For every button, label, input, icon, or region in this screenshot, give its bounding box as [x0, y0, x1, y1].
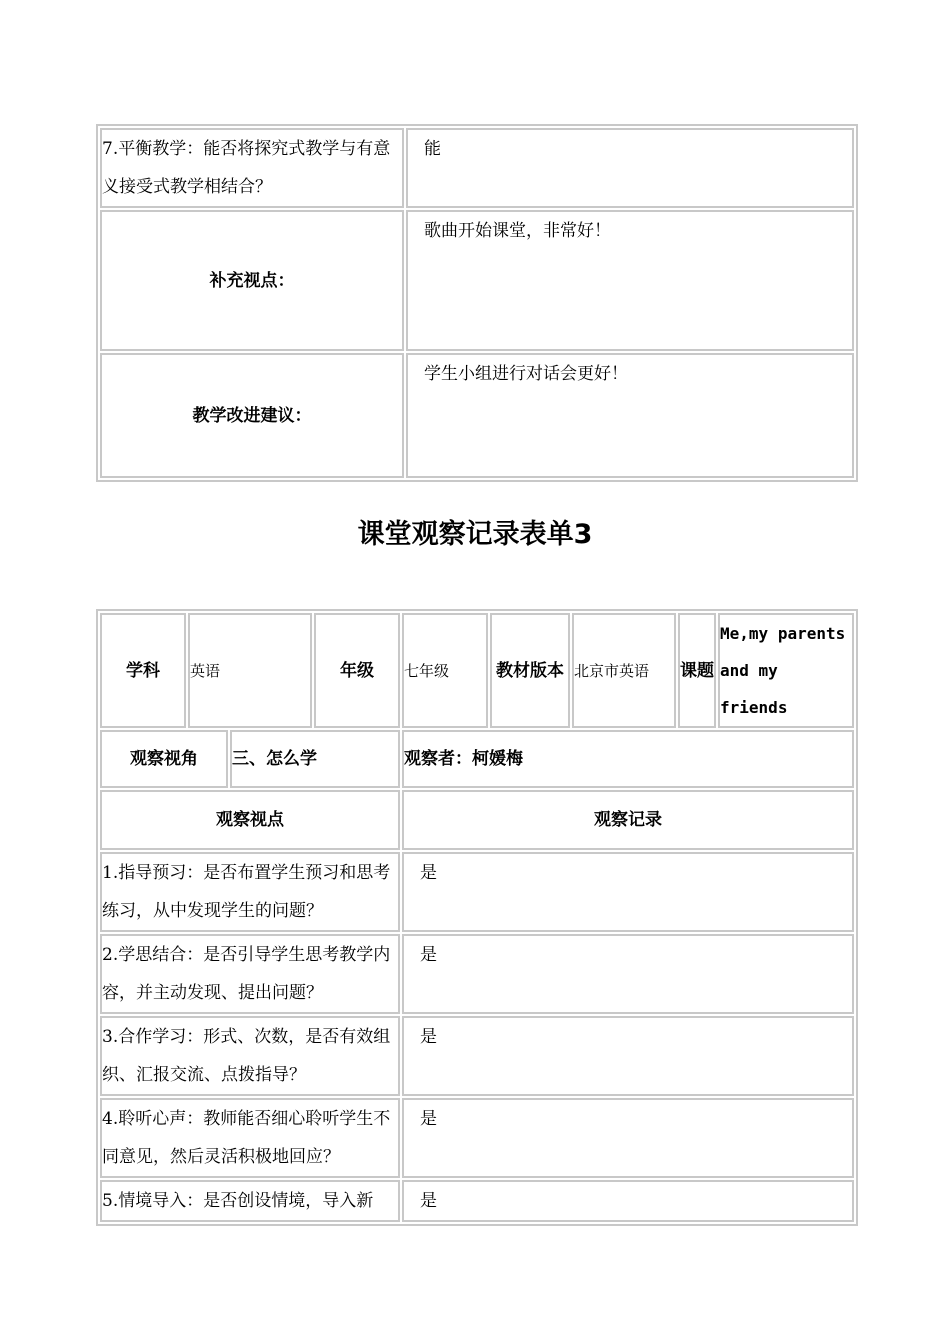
table-row — [100, 852, 854, 932]
grade-label: 年级 — [314, 613, 400, 728]
perspective-label: 观察视角 — [100, 730, 228, 788]
suggestion-record-cell: 学生小组进行对话会更好！ — [406, 353, 854, 478]
table-row — [100, 1180, 854, 1222]
table-row — [100, 210, 854, 351]
subject-value: 英语 — [188, 613, 312, 728]
page-title: 课堂观察记录表单3 — [357, 519, 593, 550]
observation-point-cell: 5.情境导入：是否创设情境，导入新 — [100, 1180, 400, 1222]
suggestion-label-cell: 教学改进建议： — [100, 353, 404, 478]
edition-label: 教材版本 — [490, 613, 570, 728]
observation-record-header: 观察记录 — [402, 790, 854, 850]
observation-record-cell: 是 — [402, 934, 854, 1014]
observation-point-cell: 7.平衡教学：能否将探究式教学与有意义接受式教学相结合？ — [100, 128, 404, 208]
observation-point-cell: 2.学思结合：是否引导学生思考教学内容，并主动发现、提出问题？ — [100, 934, 400, 1014]
edition-value: 北京市英语 — [572, 613, 676, 728]
table-row — [100, 934, 854, 1014]
top-observation-table — [96, 124, 858, 482]
observer-cell: 观察者：柯媛梅 — [402, 730, 854, 788]
observation-point-cell: 4.聆听心声：教师能否细心聆听学生不同意见，然后灵活积极地回应？ — [100, 1098, 400, 1178]
observation-form-table — [96, 609, 858, 1226]
table-row — [100, 1098, 854, 1178]
supplement-label-cell: 补充视点： — [100, 210, 404, 351]
table-row — [100, 353, 854, 478]
observation-point-cell: 1.指导预习：是否布置学生预习和思考练习，从中发现学生的问题？ — [100, 852, 400, 932]
observation-point-cell: 3.合作学习：形式、次数，是否有效组织、汇报交流、点拨指导？ — [100, 1016, 400, 1096]
topic-value: Me,my parents and my friends — [718, 613, 854, 728]
observation-record-cell: 是 — [402, 1180, 854, 1222]
observation-record-cell: 是 — [402, 1016, 854, 1096]
subject-label: 学科 — [100, 613, 186, 728]
perspective-value: 三、怎么学 — [230, 730, 400, 788]
observation-point-header: 观察视点 — [100, 790, 400, 850]
observation-record-cell: 是 — [402, 1098, 854, 1178]
observation-record-cell: 能 — [406, 128, 854, 208]
grade-value: 七年级 — [402, 613, 488, 728]
supplement-record-cell: 歌曲开始课堂，非常好！ — [406, 210, 854, 351]
table-row — [100, 128, 854, 208]
observation-record-cell: 是 — [402, 852, 854, 932]
table-row — [100, 790, 854, 850]
table-row — [100, 613, 854, 728]
table-row — [100, 730, 854, 788]
table-row — [100, 1016, 854, 1096]
topic-label: 课题 — [678, 613, 716, 728]
